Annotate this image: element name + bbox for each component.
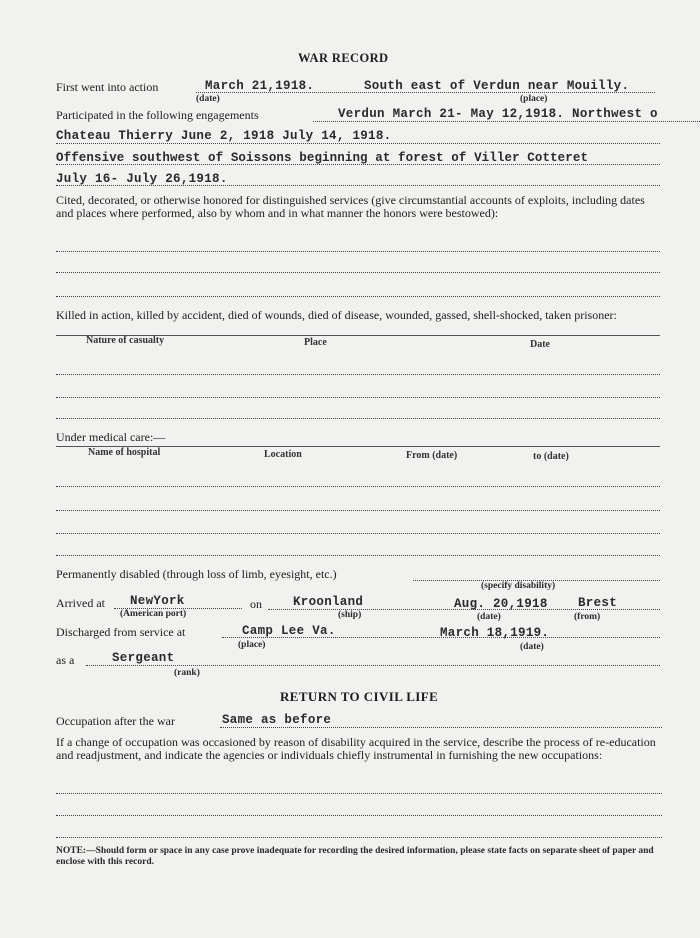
engagements-entry-4[interactable]: July 16- July 26,1918. bbox=[56, 172, 228, 186]
occupation-label: Occupation after the war bbox=[56, 714, 175, 728]
medical-row-1[interactable] bbox=[56, 486, 660, 487]
arrived-label: Arrived at bbox=[56, 596, 105, 610]
rank-caption: (rank) bbox=[174, 668, 200, 678]
discharge-date[interactable]: March 18,1919. bbox=[440, 626, 550, 640]
place-caption: (place) bbox=[520, 94, 548, 104]
ship-name[interactable]: Kroonland bbox=[293, 595, 364, 609]
cited-line-1[interactable] bbox=[56, 251, 660, 252]
engagements-line-2 bbox=[56, 143, 660, 144]
casualty-header-place: Place bbox=[304, 337, 327, 348]
war-record-title: WAR RECORD bbox=[298, 51, 389, 65]
casualty-row-3[interactable] bbox=[56, 418, 660, 419]
medical-row-4[interactable] bbox=[56, 555, 660, 556]
occupation-detail-line-2[interactable] bbox=[56, 815, 662, 816]
engagements-line-1 bbox=[313, 121, 700, 122]
cited-line-3[interactable] bbox=[56, 296, 660, 297]
discharge-place[interactable]: Camp Lee Va. bbox=[242, 624, 336, 638]
medical-header-to: to (date) bbox=[533, 451, 569, 462]
disability-caption: (specify disability) bbox=[481, 581, 556, 591]
engagements-entry-3[interactable]: Offensive southwest of Soissons beginning at forest of Viller Cotteret bbox=[56, 151, 589, 165]
medical-header-hospital: Name of hospital bbox=[88, 447, 161, 458]
occupation-line bbox=[220, 727, 662, 728]
arrival-date-caption: (date) bbox=[477, 612, 501, 622]
engagements-entry-2[interactable]: Chateau Thierry June 2, 1918 July 14, 1918. bbox=[56, 129, 392, 143]
cited-line-2[interactable] bbox=[56, 272, 660, 273]
port-caption: (American port) bbox=[120, 609, 187, 619]
cited-instructions: Cited, decorated, or otherwise honored for distinguished services (give circumstantial accounts of exploits, including dates and places where performed, also by whom and in what manner the honors were bestowed): bbox=[56, 193, 645, 220]
as-a-label: as a bbox=[56, 653, 75, 667]
first-action-date[interactable]: March 21,1918. bbox=[205, 79, 315, 93]
rank-value[interactable]: Sergeant bbox=[112, 651, 175, 665]
discharge-date-caption: (date) bbox=[520, 642, 544, 652]
casualty-row-1[interactable] bbox=[56, 374, 660, 375]
medical-header-from: From (date) bbox=[406, 450, 458, 461]
from-caption: (from) bbox=[574, 612, 601, 622]
discharge-place-caption: (place) bbox=[238, 640, 266, 650]
casualty-row-2[interactable] bbox=[56, 397, 660, 398]
arrival-from[interactable]: Brest bbox=[578, 596, 618, 610]
arrived-port[interactable]: NewYork bbox=[130, 594, 185, 608]
occupation-value[interactable]: Same as before bbox=[222, 713, 332, 727]
discharged-label: Discharged from service at bbox=[56, 625, 186, 639]
medical-row-2[interactable] bbox=[56, 510, 660, 511]
medical-header-location: Location bbox=[264, 449, 302, 460]
casualty-instructions: Killed in action, killed by accident, died of wounds, died of disease, wounded, gassed, shell-shocked, taken prisoner: bbox=[56, 308, 617, 322]
civil-life-title: RETURN TO CIVIL LIFE bbox=[280, 689, 439, 704]
occupation-detail-line-3[interactable] bbox=[56, 837, 662, 838]
rank-line bbox=[86, 665, 660, 666]
ship-caption: (ship) bbox=[338, 610, 362, 620]
casualty-header-date: Date bbox=[530, 339, 550, 350]
date-caption: (date) bbox=[196, 94, 220, 104]
change-of-occupation-instructions: If a change of occupation was occasioned by reason of disability acquired in the service, describe the process of re-education and readjustment, and indicate the agencies or individuals chiefly instrumental in furnishing the new occupations: bbox=[56, 735, 656, 762]
first-action-place[interactable]: South east of Verdun near Mouilly. bbox=[364, 79, 630, 93]
medical-row-3[interactable] bbox=[56, 533, 660, 534]
on-label: on bbox=[250, 597, 262, 611]
occupation-detail-line-1[interactable] bbox=[56, 793, 662, 794]
disabled-label: Permanently disabled (through loss of limb, eyesight, etc.) bbox=[56, 567, 337, 581]
engagements-label: Participated in the following engagements bbox=[56, 108, 259, 122]
arrival-date[interactable]: Aug. 20,1918 bbox=[454, 597, 548, 611]
first-action-label: First went into action bbox=[56, 80, 159, 94]
medical-care-label: Under medical care:— bbox=[56, 430, 166, 444]
form-note: NOTE:—Should form or space in any case prove inadequate for recording the desired information, please state facts on separate sheet of paper and enclose with this record. bbox=[56, 846, 654, 867]
casualty-header-nature: Nature of casualty bbox=[86, 335, 165, 346]
engagements-entry-1[interactable]: Verdun March 21- May 12,1918. Northwest o bbox=[338, 107, 658, 121]
